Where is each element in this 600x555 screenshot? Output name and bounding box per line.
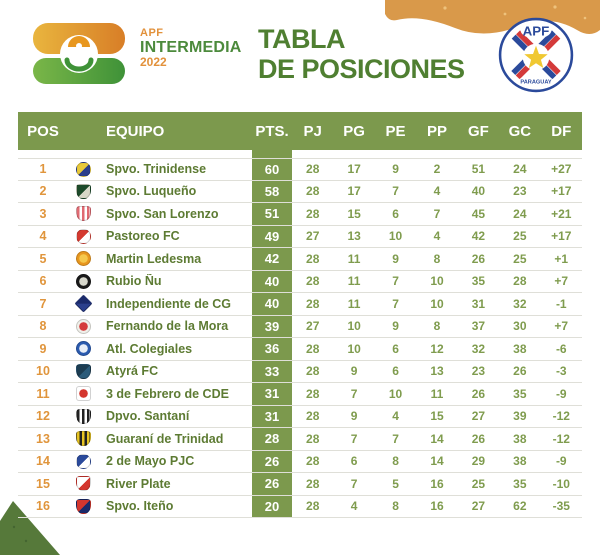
cell-gf: 27	[471, 409, 486, 424]
cell-pe: 9	[392, 162, 399, 177]
cell-team: Atl. Colegiales	[106, 341, 193, 356]
cell-team: Rubio Ñu	[106, 274, 162, 289]
team-badge-icon	[76, 274, 91, 289]
cell-pos: 4	[39, 229, 47, 244]
cell-df: -9	[555, 386, 567, 401]
team-badge-icon	[76, 341, 91, 356]
cell-pp: 14	[430, 454, 444, 469]
cell-pg: 6	[350, 454, 358, 469]
cell-gc: 35	[513, 386, 527, 401]
column-header-pts: PTS.	[255, 122, 289, 140]
cell-pos: 5	[39, 251, 47, 266]
table-row	[18, 316, 582, 339]
cell-pos: 11	[36, 386, 50, 401]
cell-pj: 28	[306, 251, 320, 266]
cell-gc: 35	[513, 476, 527, 491]
cell-pts: 36	[252, 338, 292, 360]
cell-gf: 26	[471, 251, 486, 266]
cell-gf: 35	[471, 274, 486, 289]
cell-df: +21	[551, 206, 572, 221]
cell-pg: 7	[350, 476, 358, 491]
cell-pe: 7	[392, 274, 399, 289]
cell-pp: 4	[433, 229, 441, 244]
cell-gf: 23	[471, 364, 486, 379]
cell-pts: 40	[252, 271, 292, 293]
cell-pg: 13	[347, 229, 361, 244]
cell-df: +17	[551, 184, 572, 199]
cell-pj: 28	[306, 499, 320, 514]
cell-pp: 4	[433, 184, 441, 199]
pts-column-connector	[252, 150, 292, 158]
cell-gc: 38	[513, 454, 527, 469]
cell-gf: 25	[471, 476, 486, 491]
cell-pg: 10	[347, 319, 361, 334]
cell-gf: 37	[471, 319, 486, 334]
cell-badge	[68, 229, 98, 244]
cell-pe: 7	[392, 184, 399, 199]
cell-pj: 28	[306, 386, 320, 401]
table-body	[18, 158, 582, 518]
team-badge-icon	[76, 162, 91, 177]
cell-pg: 15	[347, 206, 361, 221]
cell-df: -1	[555, 296, 567, 311]
column-header-gf: GF	[468, 122, 489, 140]
cell-pts: 58	[252, 181, 292, 203]
cell-gc: 24	[513, 162, 527, 177]
cell-df: -9	[555, 454, 567, 469]
cell-gc: 30	[513, 319, 527, 334]
cell-pe: 10	[388, 229, 403, 244]
cell-pts: 40	[252, 293, 292, 315]
cell-pos: 3	[39, 206, 47, 221]
cell-pp: 11	[430, 386, 444, 401]
cell-badge	[68, 184, 98, 199]
team-badge-icon	[76, 476, 91, 491]
cell-badge	[68, 162, 98, 177]
table-row	[18, 496, 582, 519]
cell-team: Spvo. San Lorenzo	[106, 206, 219, 221]
cell-badge	[68, 206, 98, 221]
table-row	[18, 248, 582, 271]
table-row	[18, 203, 582, 226]
cell-team: Atyrá FC	[106, 364, 159, 379]
cell-pj: 28	[306, 162, 320, 177]
table-row	[18, 361, 582, 384]
cell-df: -12	[552, 409, 570, 424]
cell-gf: 26	[471, 386, 486, 401]
cell-gc: 28	[513, 274, 527, 289]
cell-gc: 24	[513, 206, 527, 221]
cell-pg: 9	[350, 409, 358, 424]
cell-df: +1	[554, 251, 569, 266]
cell-df: -35	[552, 499, 570, 514]
cell-df: -3	[555, 364, 567, 379]
cell-pp: 10	[430, 274, 444, 289]
cell-pe: 9	[392, 319, 399, 334]
table-row	[18, 473, 582, 496]
cell-badge	[68, 364, 98, 379]
logo-text	[140, 28, 242, 69]
cell-df: +27	[551, 162, 572, 177]
cell-pts: 39	[252, 316, 292, 338]
table-row	[18, 406, 582, 429]
cell-pg: 11	[347, 274, 361, 289]
cell-team: Dpvo. Santaní	[106, 409, 190, 424]
cell-gf: 40	[471, 184, 486, 199]
cell-pos: 6	[39, 274, 47, 289]
cell-pos: 9	[39, 341, 47, 356]
cell-pts: 26	[252, 473, 292, 495]
cell-pg: 7	[350, 431, 358, 446]
cell-badge	[68, 296, 98, 311]
cell-pg: 17	[347, 184, 361, 199]
crest-paraguay-text: PARAGUAY	[520, 79, 552, 86]
cell-pts: 26	[252, 451, 292, 473]
cell-pj: 28	[306, 206, 320, 221]
cell-team: Spvo. Luqueño	[106, 184, 197, 199]
cell-pts: 42	[252, 248, 292, 270]
column-header-df: DF	[551, 122, 572, 140]
cell-pj: 28	[306, 476, 320, 491]
cell-gc: 38	[513, 431, 527, 446]
cell-pos: 16	[36, 499, 50, 514]
cell-pg: 17	[347, 162, 361, 177]
cell-badge	[68, 274, 98, 289]
crest-apf-text: APF	[522, 23, 550, 39]
cell-pos: 14	[36, 454, 50, 469]
cell-pos: 12	[36, 409, 50, 424]
table-row	[18, 451, 582, 474]
cell-pj: 28	[306, 409, 320, 424]
team-badge-icon	[74, 295, 92, 313]
cell-pj: 28	[306, 274, 320, 289]
cell-gf: 29	[471, 454, 486, 469]
cell-pg: 11	[347, 296, 361, 311]
cell-team: Pastoreo FC	[106, 229, 180, 244]
cell-gc: 25	[513, 251, 527, 266]
cell-pp: 14	[430, 431, 444, 446]
cell-badge	[68, 431, 98, 446]
cell-team: Martin Ledesma	[106, 251, 202, 266]
cell-team: Fernando de la Mora	[106, 319, 229, 334]
column-header-pj: PJ	[303, 122, 322, 140]
cell-pos: 8	[39, 319, 47, 334]
cell-pos: 10	[36, 364, 50, 379]
cell-pe: 8	[392, 454, 399, 469]
team-badge-icon	[76, 319, 91, 334]
cell-pe: 6	[392, 206, 399, 221]
column-header-pp: PP	[426, 122, 447, 140]
cell-pg: 4	[350, 499, 358, 514]
team-badge-icon	[76, 409, 91, 424]
cell-gc: 32	[513, 296, 527, 311]
cell-pg: 9	[350, 364, 358, 379]
cell-badge	[68, 386, 98, 401]
cell-gc: 25	[513, 229, 527, 244]
cell-pg: 10	[347, 341, 361, 356]
team-badge-icon	[76, 206, 91, 221]
cell-pj: 28	[306, 454, 320, 469]
cell-pj: 27	[306, 229, 320, 244]
cell-team: Independiente de CG	[106, 296, 232, 311]
cell-pe: 4	[392, 409, 399, 424]
cell-gc: 38	[513, 341, 527, 356]
table-row	[18, 226, 582, 249]
cell-pg: 7	[350, 386, 358, 401]
team-badge-icon	[76, 184, 91, 199]
cell-pe: 9	[392, 251, 399, 266]
cell-pj: 28	[306, 431, 320, 446]
cell-pe: 7	[392, 296, 399, 311]
cell-gf: 32	[471, 341, 486, 356]
cell-pe: 7	[392, 431, 399, 446]
table-header-row	[18, 112, 582, 150]
cell-gc: 26	[513, 364, 527, 379]
cell-gf: 27	[471, 499, 486, 514]
cell-team: Spvo. Trinidense	[106, 162, 207, 177]
cell-pe: 6	[392, 341, 399, 356]
cell-gf: 45	[471, 206, 486, 221]
cell-pts: 20	[252, 496, 292, 518]
cell-gf: 26	[471, 431, 486, 446]
cell-gc: 23	[513, 184, 527, 199]
cell-gf: 51	[471, 162, 486, 177]
table-row	[18, 428, 582, 451]
column-header-pe: PE	[385, 122, 406, 140]
column-header-pg: PG	[343, 122, 365, 140]
table-row	[18, 338, 582, 361]
page-title-line2: DE POSICIONES	[258, 54, 465, 85]
cell-team: River Plate	[106, 476, 171, 491]
cell-pe: 6	[392, 364, 399, 379]
cell-pp: 8	[433, 319, 441, 334]
standings-table	[18, 112, 582, 514]
cell-pts: 28	[252, 428, 292, 450]
team-badge-icon	[76, 386, 91, 401]
cell-pe: 5	[392, 476, 399, 491]
column-header-pos: POS	[27, 122, 59, 140]
cell-pp: 16	[430, 499, 444, 514]
cell-pj: 28	[306, 296, 320, 311]
cell-pe: 10	[388, 386, 403, 401]
cell-pe: 8	[392, 499, 399, 514]
cell-pp: 7	[433, 206, 441, 221]
logo-apf-label: APF	[140, 27, 164, 39]
team-badge-icon	[76, 454, 91, 469]
cell-pj: 28	[306, 184, 320, 199]
cell-badge	[68, 341, 98, 356]
cell-badge	[68, 251, 98, 266]
page-title-line1: TABLA	[258, 24, 345, 54]
cell-pj: 28	[306, 341, 320, 356]
team-badge-icon	[76, 499, 91, 514]
cell-df: +7	[554, 274, 569, 289]
cell-pos: 2	[39, 184, 47, 199]
cell-team: Spvo. Iteño	[106, 499, 174, 514]
cell-pp: 15	[430, 409, 444, 424]
column-header-gc: GC	[508, 122, 532, 140]
table-row	[18, 383, 582, 406]
team-badge-icon	[76, 431, 91, 446]
cell-pts: 33	[252, 361, 292, 383]
cell-pts: 49	[252, 226, 292, 248]
cell-pts: 31	[252, 406, 292, 428]
table-row	[18, 271, 582, 294]
apf-intermedia-logo-icon	[28, 14, 133, 92]
cell-df: -12	[552, 431, 570, 446]
cell-gf: 31	[471, 296, 486, 311]
cell-pp: 2	[433, 162, 441, 177]
team-badge-icon	[76, 229, 91, 244]
cell-pts: 51	[252, 203, 292, 225]
cell-pg: 11	[347, 251, 361, 266]
cell-pp: 8	[433, 251, 441, 266]
cell-badge	[68, 319, 98, 334]
team-badge-icon	[76, 251, 91, 266]
table-row	[18, 293, 582, 316]
logo-year-label: 2022	[140, 55, 167, 70]
cell-df: +7	[554, 319, 569, 334]
cell-pts: 60	[252, 159, 292, 180]
cell-df: -6	[555, 341, 567, 356]
cell-pp: 10	[430, 296, 444, 311]
cell-pos: 1	[39, 162, 47, 177]
cell-df: +17	[551, 229, 572, 244]
logo-intermedia-label: INTERMEDIA	[140, 38, 242, 56]
apf-paraguay-crest-icon	[497, 16, 575, 94]
table-row	[18, 158, 582, 181]
cell-pos: 15	[36, 476, 50, 491]
cell-team: 2 de Mayo PJC	[106, 454, 195, 469]
cell-badge	[68, 476, 98, 491]
cell-team: Guaraní de Trinidad	[106, 431, 224, 446]
cell-pp: 13	[430, 364, 444, 379]
cell-pj: 27	[306, 319, 320, 334]
cell-pp: 12	[430, 341, 444, 356]
cell-df: -10	[552, 476, 570, 491]
cell-badge	[68, 454, 98, 469]
cell-pts: 31	[252, 383, 292, 405]
cell-pj: 28	[306, 364, 320, 379]
cell-pos: 7	[39, 296, 47, 311]
cell-pos: 13	[36, 431, 50, 446]
cell-gc: 62	[513, 499, 527, 514]
cell-gf: 42	[471, 229, 486, 244]
cell-pp: 16	[430, 476, 444, 491]
cell-gc: 39	[513, 409, 527, 424]
cell-team: 3 de Febrero de CDE	[106, 386, 229, 401]
column-header-equipo: EQUIPO	[106, 122, 165, 140]
page-title	[258, 24, 465, 84]
team-badge-icon	[76, 364, 91, 379]
cell-badge	[68, 409, 98, 424]
table-row	[18, 181, 582, 204]
cell-badge	[68, 499, 98, 514]
